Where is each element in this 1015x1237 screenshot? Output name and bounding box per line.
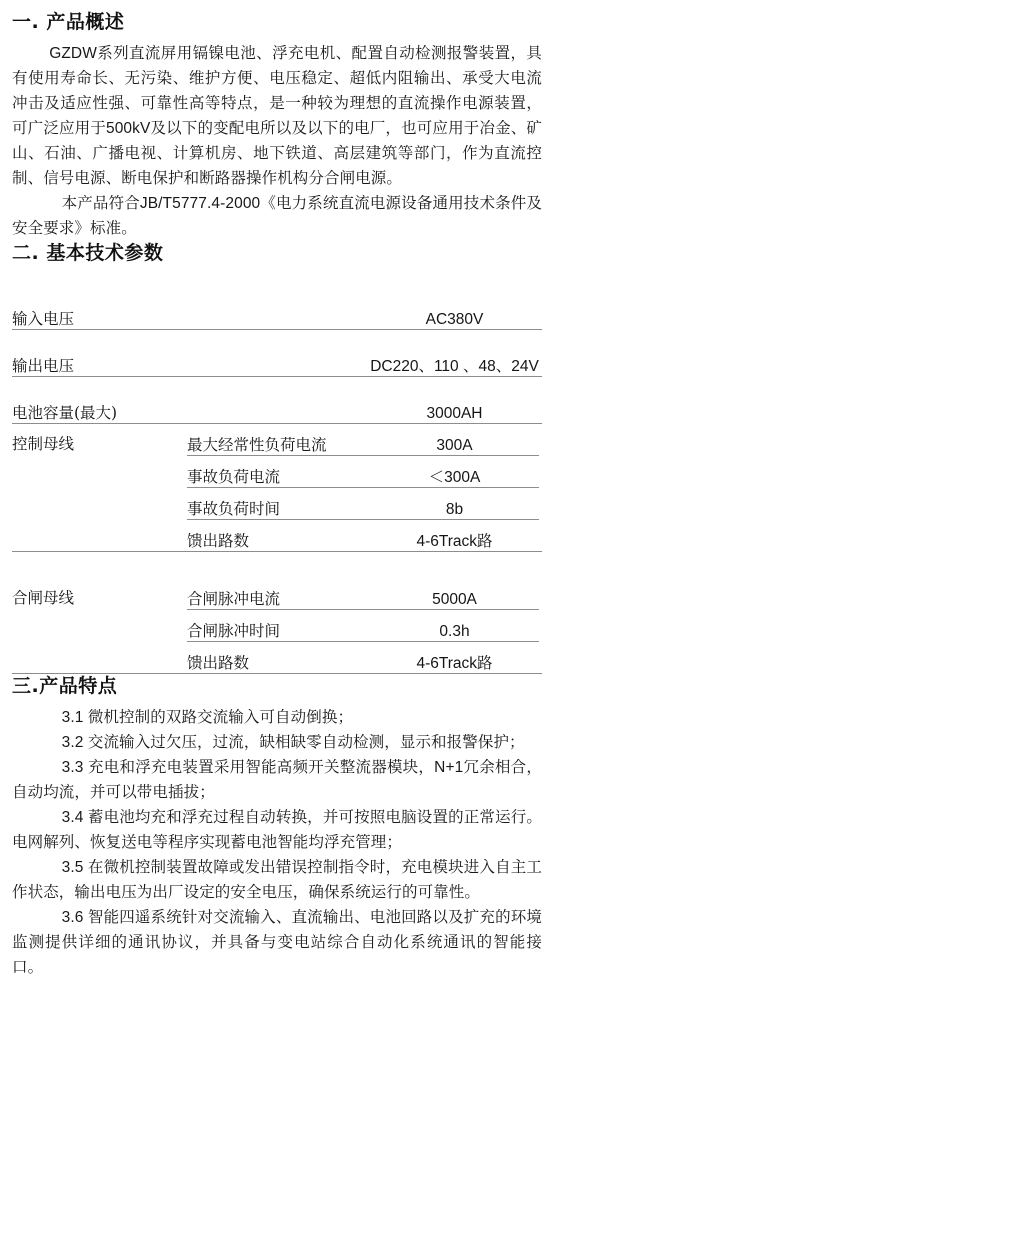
spec-group-label-control-bus: 控制母线: [12, 435, 75, 454]
spec-group-label-closing-bus: 合闸母线: [12, 589, 75, 608]
feature-item-3-5: 3.5 在微机控制装置故障或发出错误控制指令时，充电模块进入自主工作状态，输出电压为出厂设定的安全电压，确保系统运行的可靠性。: [12, 859, 542, 902]
table-row: [12, 330, 542, 376]
feature-item-3-3: 3.3 充电和浮充电装置采用智能高频开关整流器模块，N+1冗余相合，自动均流，并可以带电插拔；: [12, 759, 542, 802]
spec-value: 0.3h: [439, 623, 470, 641]
feature-item-3-4: 3.4 蓄电池均充和浮充过程自动转换，并可按照电脑设置的正常运行。电网解列、恢复送电等程序实现蓄电池智能均浮充管理；: [12, 809, 542, 852]
spec-value: DC220、110 、48、24V: [370, 358, 539, 376]
feature-item-3-1: 3.1 微机控制的双路交流输入可自动倒换；: [61, 709, 354, 727]
section-heading-overview: 一. 产品概述: [12, 11, 125, 33]
spec-value: 8b: [445, 501, 464, 519]
spec-table: [12, 283, 542, 674]
spec-label: 输入电压: [12, 310, 75, 329]
spec-sub-label: 合闸脉冲电流: [187, 590, 281, 609]
table-row: [12, 283, 542, 329]
spec-sub-label: 合闸脉冲时间: [187, 622, 281, 641]
table-row: [12, 424, 542, 455]
table-spacer-row: [12, 552, 542, 578]
spec-value: 3000AH: [426, 405, 483, 423]
overview-paragraph-1: GZDW系列直流屏用镉镍电池、浮充电机、配置自动检测报警装置，具有使用寿命长、无污染、维护方便、电压稳定、超低内阻输出、承受大电流冲击及适应性强、可靠性高等特点，是一种较为理想的直流操作电源装置，可广泛应用于500kV及以下的变配电所以及以下的电厂，也可应用于冶金、矿山、石油、广播电视、计算机房、地下铁道、高层建筑等部门，作为直流控制、信号电源、断电保护和断路器操作机构分合闸电源。: [12, 44, 542, 187]
spec-value: 300A: [436, 437, 473, 455]
spec-value: AC380V: [425, 311, 484, 329]
spec-value: 4-6Track路: [416, 655, 493, 673]
feature-item-3-6: 3.6 智能四遥系统针对交流输入、直流输出、电池回路以及扩充的环境监测提供详细的通讯协议，并具备与变电站综合自动化系统通讯的智能接口。: [12, 909, 542, 977]
spec-sub-label: 馈出路数: [187, 532, 250, 551]
spec-value: ＜300A: [428, 469, 481, 487]
spec-value: 4-6Track路: [416, 533, 493, 551]
spec-sub-label: 事故负荷电流: [187, 468, 281, 487]
section-heading-parameters: 二. 基本技术参数: [12, 241, 164, 264]
table-row: [12, 578, 542, 609]
feature-item-3-2: 3.2 交流输入过欠压，过流，缺相缺零自动检测，显示和报警保护；: [61, 734, 525, 752]
table-row: [12, 377, 542, 423]
overview-paragraph-2: 本产品符合JB/T5777.4-2000《电力系统直流电源设备通用技术条件及安全要求》标准。: [12, 194, 542, 237]
spec-sub-label: 馈出路数: [187, 654, 250, 673]
spec-sub-label: 最大经常性负荷电流: [187, 436, 327, 455]
spacer: [12, 552, 542, 578]
spec-label: 电池容量(最大): [12, 404, 118, 423]
section-heading-features: 三.产品特点: [12, 675, 118, 698]
spec-value: 5000A: [432, 591, 477, 609]
spec-sub-label: 事故负荷时间: [187, 500, 281, 519]
spec-label: 输出电压: [12, 357, 75, 376]
document-content: [12, 10, 542, 980]
